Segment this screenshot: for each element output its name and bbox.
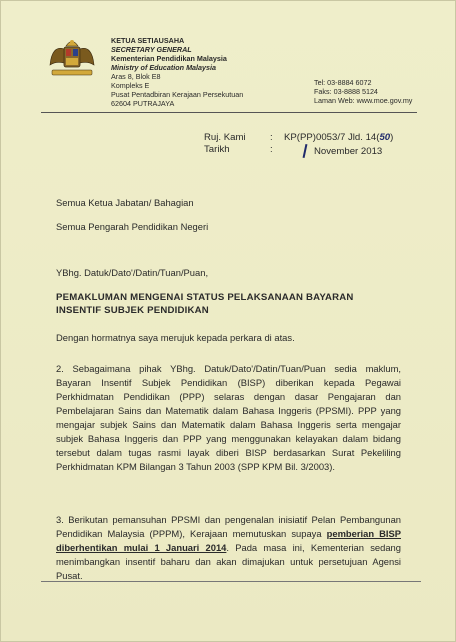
tarikh-value: November 2013 (284, 144, 382, 158)
ruj-value: KP(PP)0053/7 Jld. 14(50) (284, 132, 394, 143)
intro-paragraph: Dengan hormatnya saya merujuk kepada perkara di atas. (56, 332, 295, 343)
recipient-2: Semua Pengarah Pendidikan Negeri (56, 221, 209, 232)
recipient-1: Semua Ketua Jabatan/ Bahagian (56, 197, 194, 208)
address-line: Kompleks E (111, 81, 150, 90)
address-line: Aras 8, Blok E8 (111, 72, 161, 81)
colon: : (270, 144, 273, 155)
address-line: Pusat Pentadbiran Kerajaan Persekutuan (111, 90, 244, 99)
ministry-ms: Kementerian Pendidikan Malaysia (111, 54, 227, 63)
letter-title: PEMAKLUMAN MENGENAI STATUS PELAKSANAAN BAYARAN INSENTIF SUBJEK PENDIDIKAN (56, 292, 354, 316)
ministry-letterhead (111, 36, 243, 108)
contact-block (314, 78, 412, 106)
malaysia-coat-of-arms-icon (42, 37, 102, 81)
handwritten-day-mark (303, 144, 308, 158)
handwritten-number: 50 (379, 132, 391, 143)
role-en: SECRETARY GENERAL (111, 45, 192, 54)
role-ms: KETUA SETIAUSAHA (111, 36, 185, 45)
reference-row (204, 132, 393, 144)
emphasis-text: pemberian BISP diberhentikan mulai 1 Januari 2014 (56, 528, 401, 553)
website: Laman Web: www.moe.gov.my (314, 96, 413, 106)
ministry-en: Ministry of Education Malaysia (111, 63, 217, 72)
phone-number: Tel: 03-8884 6072 (314, 78, 372, 87)
bottom-divider (41, 581, 421, 582)
address-line: 62604 PUTRAJAYA (111, 99, 175, 108)
date-row (204, 144, 393, 158)
ruj-label: Ruj. Kami (204, 132, 246, 143)
reference-block (204, 132, 393, 158)
tarikh-label: Tarikh (204, 144, 230, 155)
header-divider (41, 112, 417, 113)
colon: : (270, 132, 273, 143)
paragraph-2: 2. Sebagaimana pihak YBhg. Datuk/Dato'/Datin/Tuan/Puan sedia maklum, Bayaran Insentif Subjek Pendidikan (BISP) diberikan kepada Pegawai Perkhidmatan Pendidikan (PPP) selaras dengan dasar Pengajaran dan Pembelajaran Sains dan Matematik dalam Bahasa Inggeris (PPSMI). PPP yang mengajar subjek Sains dan Matematik dalam Bahasa Inggeris serta mengajar subjek Bahasa Inggeris dan PPP yang menggunakan kelayakan dalam bidang tersebut dalam tugas rasmi layak diberi BISP berdasarkan Surat Pekeliling Perkhidmatan KPM Bilangan 3 Tahun 2003 (SPP KPM Bil. 3/2003). (56, 363, 401, 472)
fax-number: Faks: 03-8888 5124 (314, 87, 378, 97)
paragraph-3: 3. Berikutan pemansuhan PPSMI dan pengenalan inisiatif Pelan Pembangunan Pendidikan Malaysia (PPPM), Kerajaan memutuskan supaya pemberian BISP diberhentikan mulai 1 Januari 2014. Pada masa ini, Kementerian sedang menimbangkan insentif baharu dan akan dimajukan untuk persetujuan Agensi Pusat. (56, 514, 401, 581)
salutation: YBhg. Datuk/Dato'/Datin/Tuan/Puan, (56, 267, 209, 278)
